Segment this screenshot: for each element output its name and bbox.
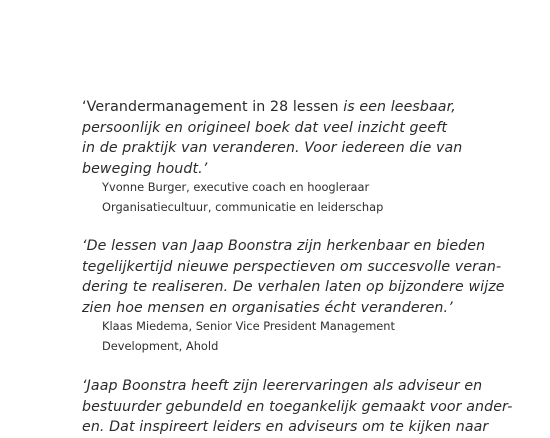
- testimonial-quote-3: [82, 376, 542, 438]
- quote-line: zien hoe mensen en organisaties écht veranderen.’: [82, 299, 453, 316]
- attribution-line: Development, Ahold: [102, 339, 219, 353]
- testimonial-attribution-2: [102, 316, 542, 356]
- attribution-line: Klaas Miedema, Senior Vice President Management: [102, 319, 395, 333]
- quote-line: beweging houdt.’: [82, 160, 208, 177]
- quote-line: persoonlijk en origineel boek dat veel inzicht geeft: [82, 119, 448, 136]
- quote-line: ‘De lessen van Jaap Boonstra zijn herkenbaar en bieden: [82, 238, 486, 254]
- quote-line: dering te realiseren. De verhalen laten op bijzondere wijze: [82, 279, 505, 295]
- quote-line: en. Dat inspireert leiders en adviseurs om te kijken naar: [82, 419, 489, 435]
- testimonial-quote-1: [82, 97, 542, 179]
- attribution-line: Organisatiecultuur, communicatie en leiderschap: [102, 200, 384, 214]
- quote-line: in de praktijk van veranderen. Voor iedereen die van: [82, 140, 463, 156]
- attribution-line: Yvonne Burger, executive coach en hoogleraar: [102, 180, 370, 194]
- book-title-text: ‘Verandermanagement in 28 lessen: [82, 99, 339, 115]
- quote-text: is een leesbaar,: [338, 99, 456, 115]
- testimonial-quote-2: [82, 236, 542, 318]
- quote-line: [82, 97, 542, 118]
- quote-line: ‘Jaap Boonstra heeft zijn leerervaringen als adviseur en: [82, 378, 483, 394]
- testimonial-attribution-1: [102, 177, 542, 217]
- quote-line: tegelijkertijd nieuwe perspectieven om succesvolle veran-: [82, 258, 502, 275]
- quote-line: bestuurder gebundeld en toegankelijk gemaakt voor ander-: [82, 398, 513, 415]
